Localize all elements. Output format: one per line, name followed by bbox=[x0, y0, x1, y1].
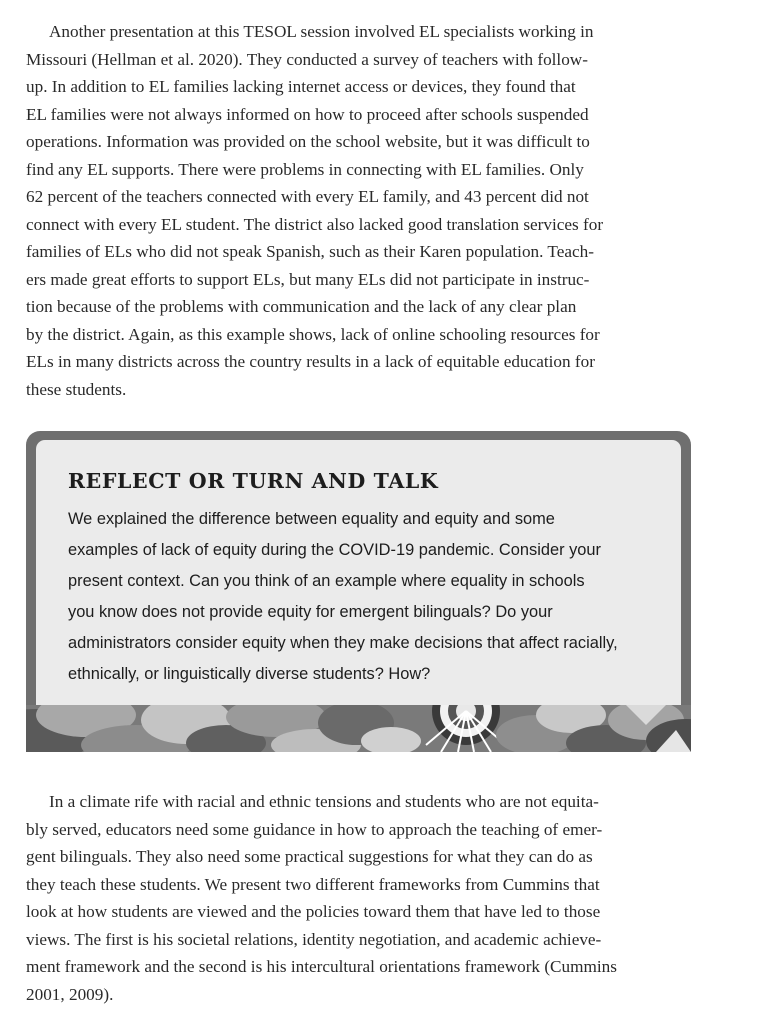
paragraph-cummins-frameworks bbox=[26, 788, 688, 1008]
paragraph-line: ers made great efforts to support ELs, but many ELs did not participate in instruc- bbox=[26, 269, 590, 289]
callout-line: present context. Can you think of an example where equality in schools bbox=[68, 572, 585, 590]
paragraph-line: Another presentation at this TESOL session involved EL specialists working in bbox=[49, 22, 594, 41]
callout-line: examples of lack of equity during the COVID-19 pandemic. Consider your bbox=[68, 541, 601, 559]
paragraph-line: In a climate rife with racial and ethnic tensions and students who are not equita- bbox=[49, 792, 599, 811]
paragraph-line: gent bilinguals. They also need some practical suggestions for what they can do as bbox=[26, 847, 593, 866]
paragraph-line: ment framework and the second is his intercultural orientations framework (Cummins bbox=[26, 957, 617, 976]
paragraph-line: 2001, 2009). bbox=[26, 984, 114, 1004]
paragraph-line: look at how students are viewed and the policies toward them that have led to those bbox=[26, 902, 601, 921]
paragraph-line: tion because of the problems with communication and the lack of any clear plan bbox=[26, 297, 577, 316]
paragraph-line: connect with every EL student. The district also lacked good translation services for bbox=[26, 214, 604, 234]
paragraph-line: these students. bbox=[26, 379, 127, 399]
paragraph-line: 62 percent of the teachers connected with every EL family, and 43 percent did not bbox=[26, 187, 589, 206]
paragraph-line: ELs in many districts across the country results in a lack of equitable education for bbox=[26, 352, 595, 371]
callout-line: administrators consider equity when they make decisions that affect racially, bbox=[68, 634, 618, 652]
callout-line: ethnically, or linguistically diverse students? How? bbox=[68, 665, 431, 683]
paragraph-line: EL families were not always informed on how to proceed after schools suspended bbox=[26, 104, 589, 124]
paragraph-line: up. In addition to EL families lacking internet access or devices, they found that bbox=[26, 77, 576, 96]
callout-title: REFLECT OR TURN AND TALK bbox=[68, 469, 439, 493]
callout-line: We explained the difference between equality and equity and some bbox=[68, 510, 555, 528]
paragraph-line: families of ELs who did not speak Spanish, such as their Karen population. Teach- bbox=[26, 242, 594, 261]
paragraph-line: they teach these students. We present two different frameworks from Cummins that bbox=[26, 874, 600, 894]
callout-line: you know does not provide equity for emergent bilinguals? Do your bbox=[68, 603, 553, 621]
paragraph-line: bly served, educators need some guidance in how to approach the teaching of emer- bbox=[26, 819, 603, 839]
paragraph-line: operations. Information was provided on the school website, but it was difficult to bbox=[26, 132, 590, 151]
paragraph-line: views. The first is his societal relations, identity negotiation, and academic achieve- bbox=[26, 929, 602, 949]
decorative-mandala-banner bbox=[26, 705, 691, 752]
reflect-callout-box bbox=[26, 431, 691, 752]
paragraph-line: find any EL supports. There were problems in connecting with EL families. Only bbox=[26, 159, 584, 179]
paragraph-line: Missouri (Hellman et al. 2020). They conducted a survey of teachers with follow- bbox=[26, 49, 588, 69]
callout-panel bbox=[36, 440, 681, 740]
paragraph-line: by the district. Again, as this example shows, lack of online schooling resources for bbox=[26, 324, 600, 344]
callout-body bbox=[68, 504, 668, 690]
paragraph-tesol-missouri bbox=[26, 18, 688, 403]
